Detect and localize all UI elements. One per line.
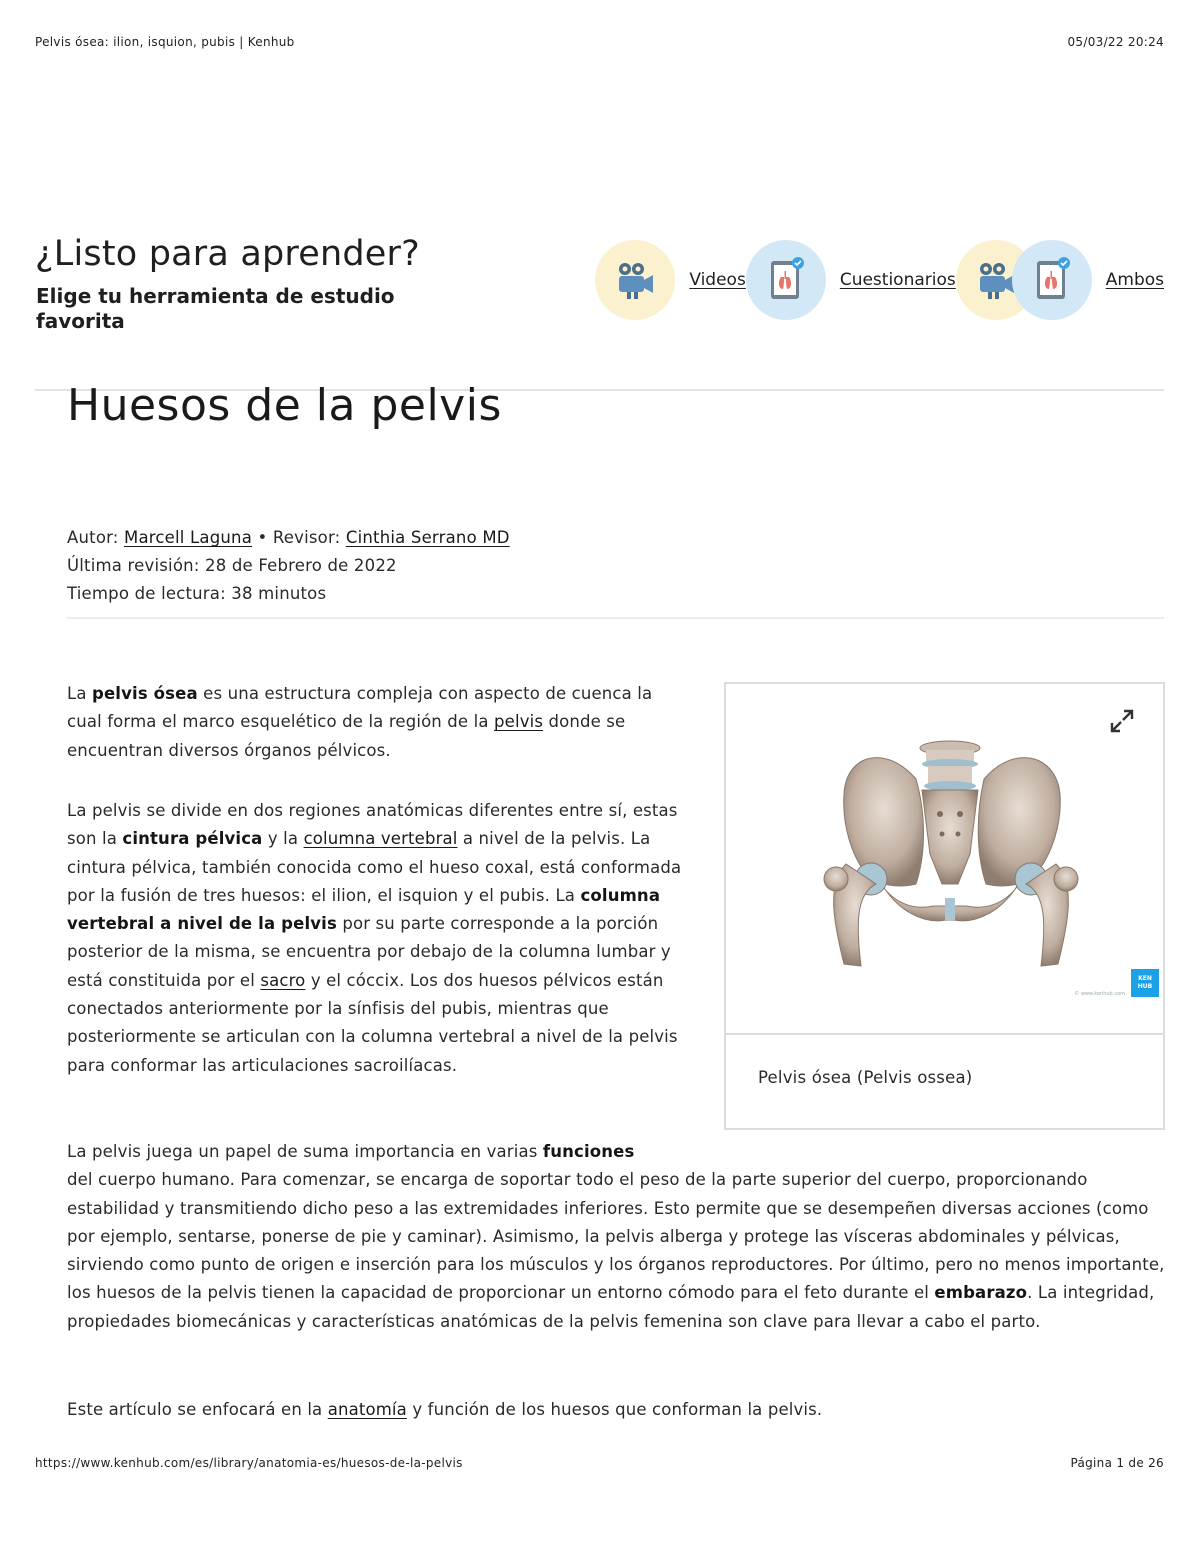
study-tool-cta xyxy=(35,234,1164,344)
reading-time: Tiempo de lectura: 38 minutos xyxy=(67,584,327,603)
pelvis-link[interactable]: pelvis xyxy=(494,712,544,732)
print-footer xyxy=(35,1456,1164,1470)
sacrum-link[interactable]: sacro xyxy=(260,970,306,990)
reviewer-label: • Revisor: xyxy=(252,528,346,547)
print-url: https://www.kenhub.com/es/library/anatomia-es/huesos-de-la-pelvis xyxy=(35,1456,463,1470)
print-page-number: Página 1 de 26 xyxy=(1070,1456,1164,1470)
figure-divider xyxy=(726,1033,1163,1035)
anatomy-link[interactable]: anatomía xyxy=(327,1400,407,1419)
reviewer-link[interactable]: Cinthia Serrano MD xyxy=(345,528,510,547)
quiz-tablet-icon xyxy=(1012,240,1092,320)
article-title: Huesos de la pelvis xyxy=(67,380,502,431)
option-both[interactable] xyxy=(956,240,1164,320)
paragraph-intro: La pelvis ósea es una estructura compleja con aspecto de cuenca la cual forma el marco esquelético de la región de la pelvis donde se encuentran diversos órganos pélvicos. xyxy=(67,684,653,760)
image-watermark: © www.kenhub.com xyxy=(1074,991,1125,997)
expand-icon[interactable] xyxy=(1109,708,1135,734)
cta-title: ¿Listo para aprender? xyxy=(35,234,420,274)
both-link[interactable]: Ambos xyxy=(1105,270,1164,290)
option-videos[interactable] xyxy=(595,240,746,320)
author-label: Autor: xyxy=(67,528,125,547)
author-link[interactable]: Marcell Laguna xyxy=(124,528,253,547)
cta-options xyxy=(595,240,1164,320)
quizzes-link[interactable]: Cuestionarios xyxy=(839,270,956,290)
paragraph-scope: Este artículo se enfocará en la anatomía y función de los huesos que conforman la pelvis. xyxy=(67,1400,823,1419)
quiz-tablet-icon xyxy=(746,240,826,320)
paragraph-functions: La pelvis juega un papel de suma importancia en varias funciones del cuerpo humano. Para comenzar, se encarga de soportar todo el peso de la parte superior del cuerpo, proporcionando estabilidad y transmitiendo dicho peso a las extremidades inferiores. Esto permite que se desempeñen diversas acciones (como por ejemplo, sentarse, ponerse de pie y caminar). Asimismo, la pelvis alberga y protege las vísceras abdominales y pélvicas, sirviendo como punto de origen e inserción para los músculos y los órganos reproductores. Por último, pero no menos importante, los huesos de la pelvis tienen la capacidad de proporcionar un entorno cómodo para el feto durante el embarazo. La integridad, propiedades biomecánicas y características anatómicas de la pelvis femenina son clave para llevar a cabo el parto. xyxy=(67,1142,1165,1331)
paragraph-regions: La pelvis se divide en dos regiones anatómicas diferentes entre sí, estas son la cintura pélvica y la columna vertebral a nivel de la pelvis. La cintura pélvica, también conocida como el hueso coxal, está conformada por la fusión de tres huesos: el ilion, el isquion y el pubis. La columna vertebral a nivel de la pelvis por su parte corresponde a la porción posterior de la misma, se encuentra por debajo de la columna lumbar y está constituida por el sacro y el cóccix. Los dos huesos pélvicos están conectados anteriormente por la sínfisis del pubis, mientras que posteriormente se articulan con la columna vertebral a nivel de la pelvis para conformar las articulaciones sacroilíacas. xyxy=(67,801,682,1075)
figure-caption: Pelvis ósea (Pelvis ossea) xyxy=(758,1068,973,1087)
article-meta xyxy=(67,524,510,608)
print-header xyxy=(35,35,1164,49)
videos-link[interactable]: Videos xyxy=(689,270,746,290)
video-camera-icon xyxy=(595,240,675,320)
meta-divider xyxy=(67,617,1164,619)
pelvis-illustration[interactable] xyxy=(726,684,1163,1033)
last-review: Última revisión: 28 de Febrero de 2022 xyxy=(67,556,397,575)
print-page-title: Pelvis ósea: ilion, isquion, pubis | Kenhub xyxy=(35,35,295,49)
print-datetime: 05/03/22 20:24 xyxy=(1067,35,1164,49)
kenhub-logo: KEN HUB xyxy=(1131,969,1159,997)
pelvis-figure xyxy=(724,682,1165,1130)
option-quizzes[interactable] xyxy=(746,240,956,320)
author-line xyxy=(67,524,510,552)
vertebral-column-link[interactable]: columna vertebral xyxy=(303,829,458,849)
cta-subtitle: Elige tu herramienta de estudio favorita xyxy=(36,284,395,333)
